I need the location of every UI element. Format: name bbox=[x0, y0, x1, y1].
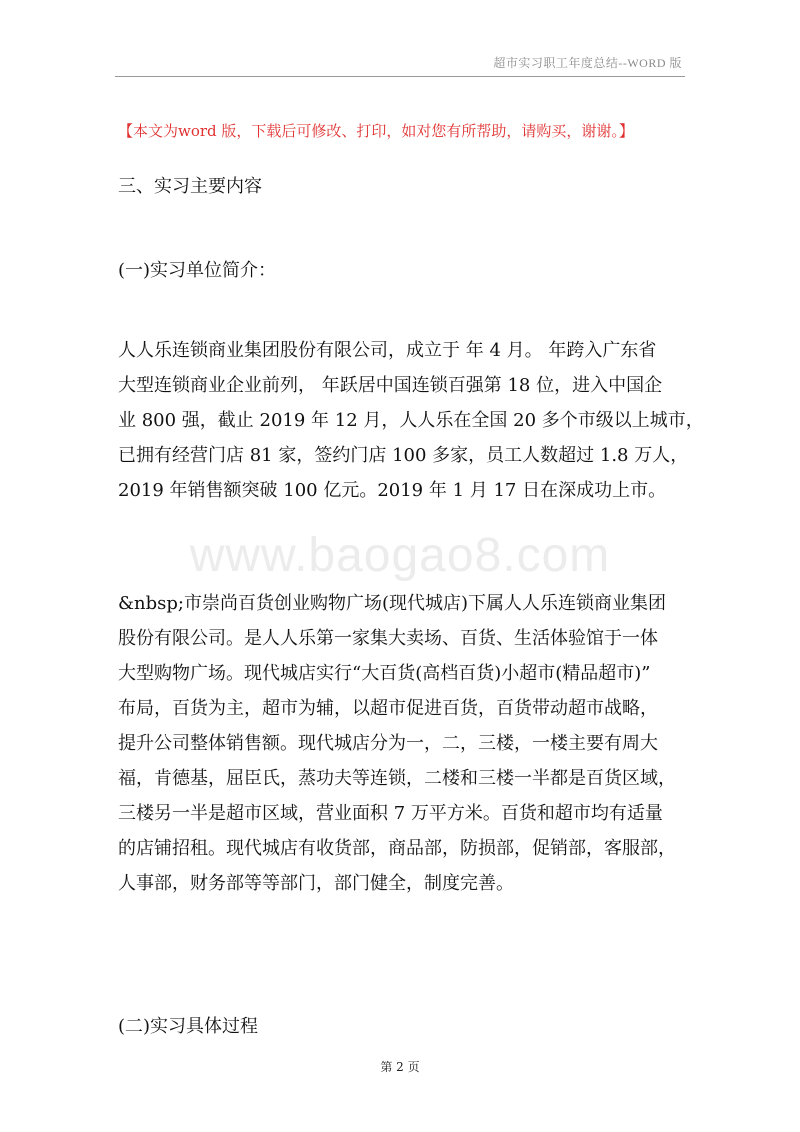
paragraph-company-profile bbox=[118, 333, 704, 508]
watermark: www.baogao8.com bbox=[189, 529, 611, 582]
paragraph-line: &nbsp;市崇尚百货创业购物广场(现代城店)下属人人乐连锁商业集团 bbox=[118, 593, 667, 614]
header-divider bbox=[115, 76, 685, 77]
paragraph-line: 股份有限公司。是人人乐第一家集大卖场、百货、生活体验馆于一体 bbox=[118, 628, 658, 649]
paragraph-line: 福，肯德基，屈臣氏，蒸功夫等连锁，二楼和三楼一半都是百货区域， bbox=[118, 768, 676, 789]
paragraph-line: 大型购物广场。现代城店实行“大百货(高档百货)小超市(精品超市)” bbox=[118, 663, 651, 684]
paragraph-line: 2019 年销售额突破 100 亿元。2019 年 1 月 17 日在深成功上市。 bbox=[118, 480, 667, 501]
page-number: 第 2 页 bbox=[380, 1060, 420, 1074]
subsection-title-internship-process: (二)实习具体过程 bbox=[118, 1016, 259, 1037]
subsection-title-company-intro: (一)实习单位简介： bbox=[118, 260, 277, 281]
section-title: 三、实习主要内容 bbox=[118, 176, 262, 197]
paragraph-line: 人事部，财务部等等部门，部门健全，制度完善。 bbox=[118, 873, 514, 894]
running-header: 超市实习职工年度总结--WORD 版 bbox=[493, 56, 682, 70]
paragraph-store-overview bbox=[118, 586, 688, 901]
paragraph-line: 的店铺招租。现代城店有收货部，商品部，防损部，促销部，客服部， bbox=[118, 838, 676, 859]
download-notice: 【本文为word 版，下载后可修改、打印，如对您有所帮助，请购买，谢谢。】 bbox=[118, 122, 634, 140]
paragraph-line: 提升公司整体销售额。现代城店分为一，二，三楼，一楼主要有周大 bbox=[118, 733, 658, 754]
paragraph-line: 业 800 强，截止 2019 年 12 月，人人乐在全国 20 多个市级以上城市， bbox=[118, 410, 704, 431]
paragraph-line: 大型连锁商业企业前列， 年跃居中国连锁百强第 18 位，进入中国企 bbox=[118, 375, 663, 396]
paragraph-line: 已拥有经营门店 81 家，签约门店 100 多家，员工人数超过 1.8 万人， bbox=[118, 445, 689, 466]
paragraph-line: 人人乐连锁商业集团股份有限公司，成立于 年 4 月。 年跨入广东省 bbox=[118, 340, 657, 361]
paragraph-line: 三楼另一半是超市区域，营业面积 7 万平方米。百货和超市均有适量 bbox=[118, 803, 663, 824]
paragraph-line: 布局，百货为主，超市为辅，以超市促进百货，百货带动超市战略， bbox=[118, 698, 658, 719]
